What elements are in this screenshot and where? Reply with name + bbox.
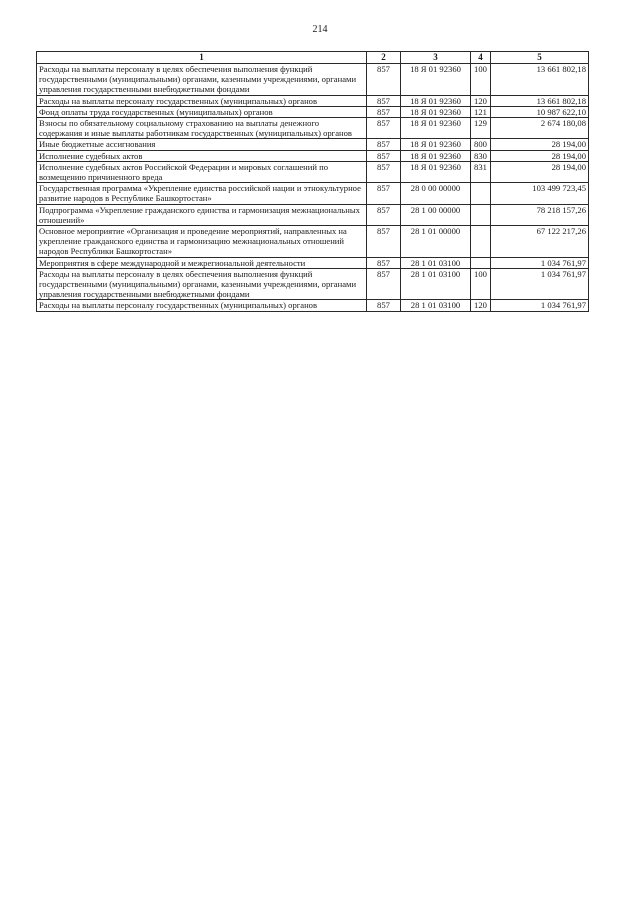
header-col-2: 2: [367, 52, 401, 64]
table-row: [37, 64, 589, 96]
table-row: [37, 226, 589, 258]
row-code: 857: [367, 268, 401, 300]
row-csr: 28 0 00 00000: [401, 183, 471, 204]
row-csr: 28 1 01 03100: [401, 300, 471, 311]
row-csr: 18 Я 01 92360: [401, 64, 471, 96]
row-sum: 67 122 217,26: [491, 226, 589, 258]
row-code: 857: [367, 300, 401, 311]
row-vr: 800: [471, 139, 491, 150]
budget-table: [36, 51, 589, 312]
row-name: Расходы на выплаты персоналу в целях обеспечения выполнения функций государственными (муниципальными) органами, казенными учреждениями, органами управления государственными внебюджетными фондами: [37, 64, 367, 96]
row-vr: [471, 183, 491, 204]
table-row: [37, 161, 589, 182]
header-col-1: 1: [37, 52, 367, 64]
row-vr: 121: [471, 106, 491, 117]
row-csr: 18 Я 01 92360: [401, 139, 471, 150]
row-csr: 28 1 00 00000: [401, 204, 471, 225]
row-vr: 120: [471, 300, 491, 311]
row-code: 857: [367, 150, 401, 161]
row-sum: 10 987 622,10: [491, 106, 589, 117]
table-row: [37, 268, 589, 300]
row-csr: 18 Я 01 92360: [401, 106, 471, 117]
header-col-3: 3: [401, 52, 471, 64]
row-code: 857: [367, 257, 401, 268]
row-name: Фонд оплаты труда государственных (муниципальных) органов: [37, 106, 367, 117]
table-row: [37, 257, 589, 268]
row-csr: 18 Я 01 92360: [401, 150, 471, 161]
row-name: Мероприятия в сфере международной и межрегиональной деятельности: [37, 257, 367, 268]
table-row: [37, 139, 589, 150]
table-row: [37, 95, 589, 106]
header-col-4: 4: [471, 52, 491, 64]
table-row: [37, 300, 589, 311]
row-vr: [471, 257, 491, 268]
row-code: 857: [367, 226, 401, 258]
row-sum: 1 034 761,97: [491, 257, 589, 268]
row-csr: 18 Я 01 92360: [401, 161, 471, 182]
row-code: 857: [367, 106, 401, 117]
row-code: 857: [367, 161, 401, 182]
row-csr: 28 1 01 03100: [401, 257, 471, 268]
header-col-5: 5: [491, 52, 589, 64]
row-code: 857: [367, 204, 401, 225]
row-sum: 13 661 802,18: [491, 64, 589, 96]
row-sum: 103 499 723,45: [491, 183, 589, 204]
row-sum: 13 661 802,18: [491, 95, 589, 106]
row-vr: 100: [471, 268, 491, 300]
row-vr: [471, 226, 491, 258]
row-code: 857: [367, 95, 401, 106]
page-number: 214: [312, 24, 328, 35]
row-name: Взносы по обязательному социальному страхованию на выплаты денежного содержания и иные выплаты работникам государственных (муниципальных) органов: [37, 118, 367, 139]
row-name: Исполнение судебных актов: [37, 150, 367, 161]
row-code: 857: [367, 183, 401, 204]
row-name: Государственная программа «Укрепление единства российской нации и этнокультурное развитие народов в Республике Башкортостан»: [37, 183, 367, 204]
row-name: Иные бюджетные ассигнования: [37, 139, 367, 150]
row-sum: 2 674 180,08: [491, 118, 589, 139]
row-csr: 18 Я 01 92360: [401, 95, 471, 106]
row-name: Расходы на выплаты персоналу государственных (муниципальных) органов: [37, 95, 367, 106]
row-sum: 1 034 761,97: [491, 300, 589, 311]
row-sum: 78 218 157,26: [491, 204, 589, 225]
row-vr: 120: [471, 95, 491, 106]
table-row: [37, 118, 589, 139]
row-vr: 129: [471, 118, 491, 139]
row-vr: 830: [471, 150, 491, 161]
row-vr: 831: [471, 161, 491, 182]
row-code: 857: [367, 118, 401, 139]
row-sum: 28 194,00: [491, 161, 589, 182]
table-row: [37, 183, 589, 204]
row-csr: 28 1 01 00000: [401, 226, 471, 258]
row-sum: 28 194,00: [491, 139, 589, 150]
row-name: Основное мероприятие «Организация и проведение мероприятий, направленных на укрепление гражданского единства и гармонизацию межнациональных отношений народов Республики Башкортостан»: [37, 226, 367, 258]
row-name: Расходы на выплаты персоналу в целях обеспечения выполнения функций государственными (муниципальными) органами, казенными учреждениями, органами управления государственными внебюджетными фондами: [37, 268, 367, 300]
row-csr: 28 1 01 03100: [401, 268, 471, 300]
row-name: Подпрограмма «Укрепление гражданского единства и гармонизация межнациональных отношений»: [37, 204, 367, 225]
row-code: 857: [367, 139, 401, 150]
table-row: [37, 106, 589, 117]
row-name: Исполнение судебных актов Российской Федерации и мировых соглашений по возмещению причиненного вреда: [37, 161, 367, 182]
row-code: 857: [367, 64, 401, 96]
row-vr: 100: [471, 64, 491, 96]
row-sum: 28 194,00: [491, 150, 589, 161]
row-name: Расходы на выплаты персоналу государственных (муниципальных) органов: [37, 300, 367, 311]
row-csr: 18 Я 01 92360: [401, 118, 471, 139]
table-row: [37, 204, 589, 225]
table-header-row: [37, 52, 589, 64]
row-sum: 1 034 761,97: [491, 268, 589, 300]
table-row: [37, 150, 589, 161]
row-vr: [471, 204, 491, 225]
